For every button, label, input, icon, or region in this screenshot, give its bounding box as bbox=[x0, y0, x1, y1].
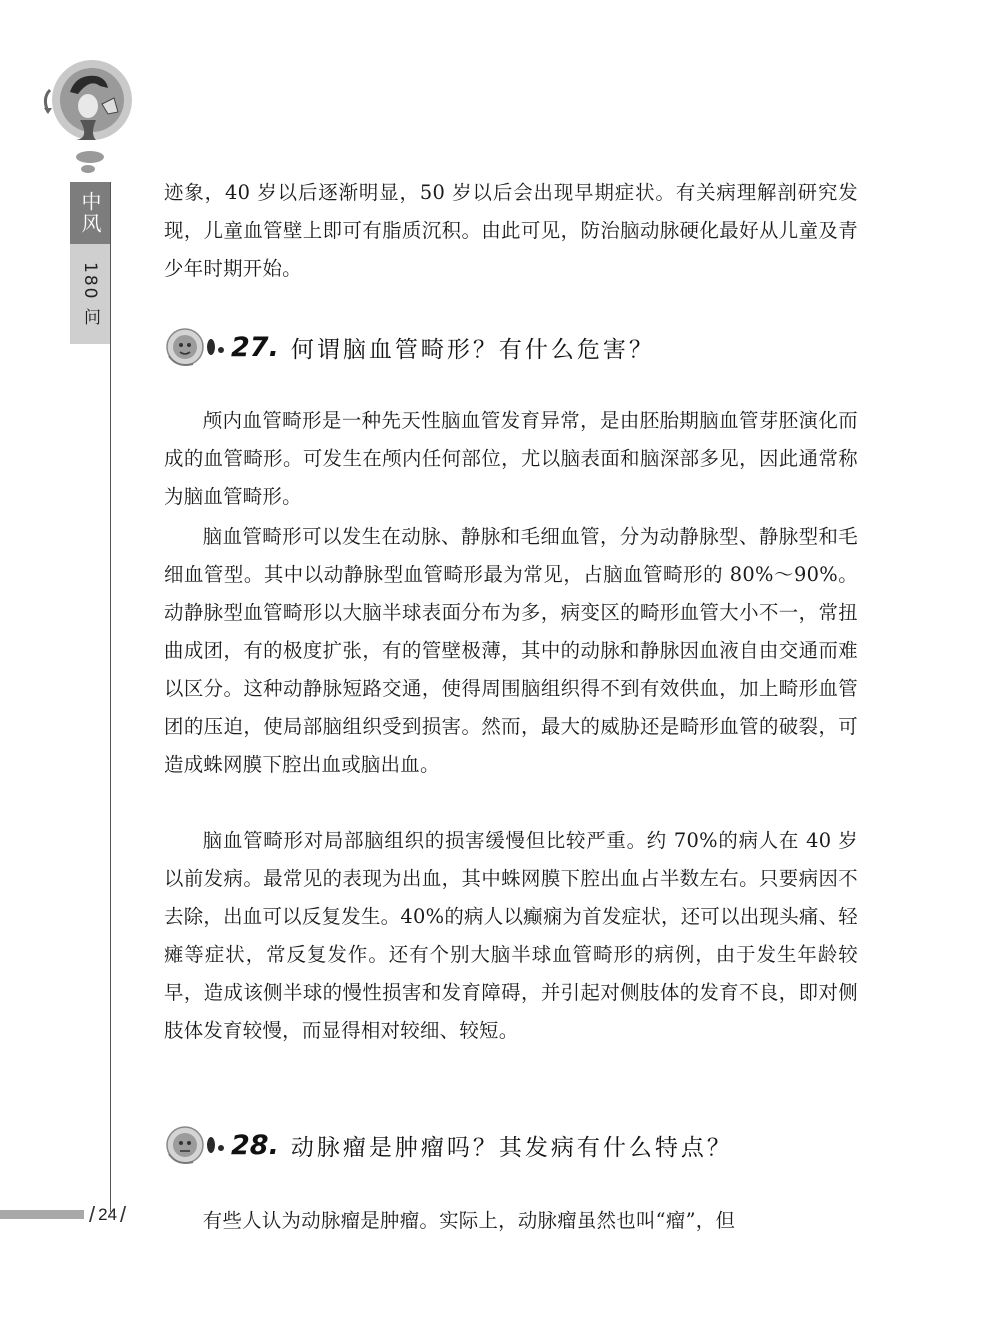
question-badge-icon bbox=[165, 326, 227, 368]
slash-left-icon: / bbox=[89, 1202, 96, 1227]
question-27-heading bbox=[165, 322, 655, 372]
page-number: 24 bbox=[98, 1205, 118, 1224]
question-28-heading bbox=[165, 1120, 733, 1170]
slash-right-icon: / bbox=[120, 1202, 127, 1227]
paragraph: 脑血管畸形对局部脑组织的损害缓慢但比较严重。约 70%的病人在 40 岁以前发病。最常见的表现为出血，其中蛛网膜下腔出血占半数左右。只要病因不去除，出血可以反复发生。40%的病人以癫痫为首发症状，还可以出现头痛、轻瘫等症状，常反复发作。还有个别大脑半球血管畸形的病例，由于发生年龄较早，造成该侧半球的慢性损害和发育障碍，并引起对侧肢体的发育不良，即对侧肢体发育较慢，而显得相对较细、较短。 bbox=[164, 829, 858, 1042]
question-number: 27. bbox=[231, 331, 279, 363]
question-title: 动脉瘤是肿瘤吗？其发病有什么特点？ bbox=[290, 1134, 733, 1161]
question-number: 28. bbox=[231, 1129, 279, 1161]
paragraph: 颅内血管畸形是一种先天性脑血管发育异常，是由胚胎期脑血管芽胚演化而成的血管畸形。可发生在颅内任何部位，尤以脑表面和脑深部多见，因此通常称为脑血管畸形。 bbox=[164, 409, 858, 508]
cartoon-logo bbox=[40, 56, 140, 174]
paragraph: 有些人认为动脉瘤是肿瘤。实际上，动脉瘤虽然也叫“瘤”，但 bbox=[202, 1209, 736, 1232]
page-number-block bbox=[86, 1202, 129, 1228]
book-subtitle: 180 问 bbox=[80, 261, 100, 327]
chapter-title: 中风 bbox=[70, 182, 111, 244]
paragraph: 脑血管畸形可以发生在动脉、静脉和毛细血管，分为动静脉型、静脉型和毛细血管型。其中以动静脉型血管畸形最为常见，占脑血管畸形的 80%～90%。动静脉型血管畸形以大脑半球表面分布为多，病变区的畸形血管大小不一，常扭曲成团，有的极度扩张，有的管壁极薄，其中的动脉和静脉因血液自由交通而难以区分。这种动静脉短路交通，使得周围脑组织得不到有效供血，加上畸形血管团的压迫，使局部脑组织受到损害。然而，最大的威胁还是畸形血管的破裂，可造成蛛网膜下腔出血或脑出血。 bbox=[164, 525, 858, 776]
footer-bar bbox=[0, 1210, 84, 1219]
margin-rule bbox=[110, 182, 111, 1212]
question-badge-icon bbox=[165, 1124, 227, 1166]
question-title: 何谓脑血管畸形？有什么危害？ bbox=[290, 336, 655, 363]
intro-paragraph: 迹象，40 岁以后逐渐明显，50 岁以后会出现早期症状。有关病理解剖研究发现，儿童血管壁上即可有脂质沉积。由此可见，防治脑动脉硬化最好从儿童及青少年时期开始。 bbox=[164, 181, 858, 280]
chapter-side-tab bbox=[70, 182, 111, 344]
